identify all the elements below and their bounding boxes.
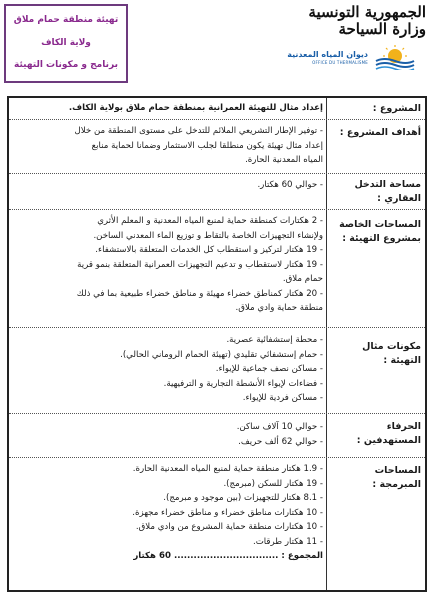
label-area: مساحة التدخل العقاري : [354, 179, 421, 204]
line: - 1.9 هكتار منطقة حماية لمنبع المياه المعدنية الحارة. [132, 464, 323, 474]
line: - حوالي 60 هكتار. [257, 180, 323, 190]
line: المياه المعدنية الحارة. [245, 155, 323, 165]
line: ولإنشاء التجهيزات الخاصة بالتقاط و توزيع الماء المعدني الساخن. [93, 230, 323, 241]
label-target-clients: الحرفاء المستهدفين : [356, 421, 421, 446]
line: - توفير الإطار التشريعي الملائم للتدخل على مستوى المنطقة من خلال [74, 126, 323, 136]
label-components: مكونات مثال التهيئة : [362, 341, 421, 366]
box-line-1: تهيئة منطقة حمام ملاق [13, 15, 119, 26]
row-objectives [9, 120, 425, 174]
row-components [9, 328, 425, 414]
header [0, 0, 434, 90]
row-programmed-areas [9, 458, 425, 590]
line: - 19 هكتار لتركيز و استقطاب كل الخدمات المتعلقة بالاستشفاء. [95, 245, 323, 255]
line: - مساكن فردية للإيواء. [242, 393, 323, 403]
content-area [15, 178, 323, 193]
ministry-line-2: وزارة السياحة [338, 20, 426, 38]
office-name-fr: OFFICE DU THERMALISME [312, 60, 368, 65]
label-programmed-areas: المساحات المبرمجة : [372, 465, 421, 490]
project-table [7, 96, 427, 592]
label-project: المشروع : [372, 103, 421, 114]
row-project [9, 98, 425, 120]
line: - محطة إستشفائية عصرية. [226, 335, 323, 345]
ministry-line-1: الجمهورية التونسية [308, 3, 426, 21]
office-name-ar: ديوان المياه المعدنية [287, 50, 368, 59]
line: - حوالي 62 ألف حريف. [238, 436, 323, 447]
line: - 11 هكتار طرقات. [252, 536, 323, 547]
sun-waves-icon [372, 44, 418, 70]
line: إعداد مثال للتهيئة العمرانية بمنطقة حمام ملاق بولاية الكاف. [68, 103, 323, 113]
label-objectives: أهداف المشروع : [339, 127, 421, 138]
row-specific-areas [9, 210, 425, 328]
line: - فضاءات لإيواء الأنشطة التجارية و الترفيهية. [163, 378, 323, 389]
line: - 19 هكتار لاستقطاب و تدعيم التجهيزات العمرانية المتعلقة بنمو قرية [77, 259, 323, 270]
line: منطقة حماية وادي ملاق. [235, 303, 323, 313]
line: حمام ملاق. [282, 274, 323, 284]
line: - 10 هكتارات منطقة حماية المشروع من وادي ملاق. [135, 522, 323, 532]
line: - مساكن نصف جماعية للإيواء. [215, 364, 323, 374]
content-project [15, 101, 323, 116]
content-programmed-areas [15, 462, 323, 564]
content-objectives [15, 124, 323, 168]
line: - 19 هكتار للسكن (مبرمج). [223, 478, 323, 489]
line: - 8.1 هكتار للتجهيزات (بين موجود و مبرمج). [163, 493, 323, 503]
row-target-clients [9, 414, 425, 458]
content-target-clients [15, 420, 323, 449]
office-name [287, 50, 368, 66]
content-specific-areas [15, 214, 323, 316]
row-area [9, 174, 425, 210]
label-specific-areas: المساحات الخاصة بمشروع التهيئة : [339, 219, 421, 244]
box-line-3: برنامج و مكونات التهيئة [14, 59, 118, 70]
line: - 10 هكتارات مناطق خضراء و مناطق خضراء مجهزة. [132, 507, 323, 518]
project-title-box [4, 4, 128, 83]
total-line: المجموع : ................................ 60 هكتار [133, 551, 323, 561]
line: - حوالي 10 آلاف ساكن. [236, 422, 323, 432]
content-components [15, 333, 323, 406]
line: - حمام إستشفائي تقليدي (تهيئة الحمام الروماني الحالي). [120, 349, 323, 360]
line: إعداد مثال تهيئة يكون منطلقا لجلب الاستثمار وضمانا لحماية منابع [91, 140, 323, 151]
line: - 20 هكتار كمناطق خضراء مهيئة و مناطق خضراء طبيعية بما في ذلك [76, 288, 323, 299]
office-logo [266, 44, 426, 70]
ministry-title [286, 4, 426, 38]
line: - 2 هكتارات كمنطقة حماية لمنبع المياه المعدنية و المعلم الأثري [97, 216, 323, 226]
box-line-2: ولاية الكاف [41, 37, 91, 48]
